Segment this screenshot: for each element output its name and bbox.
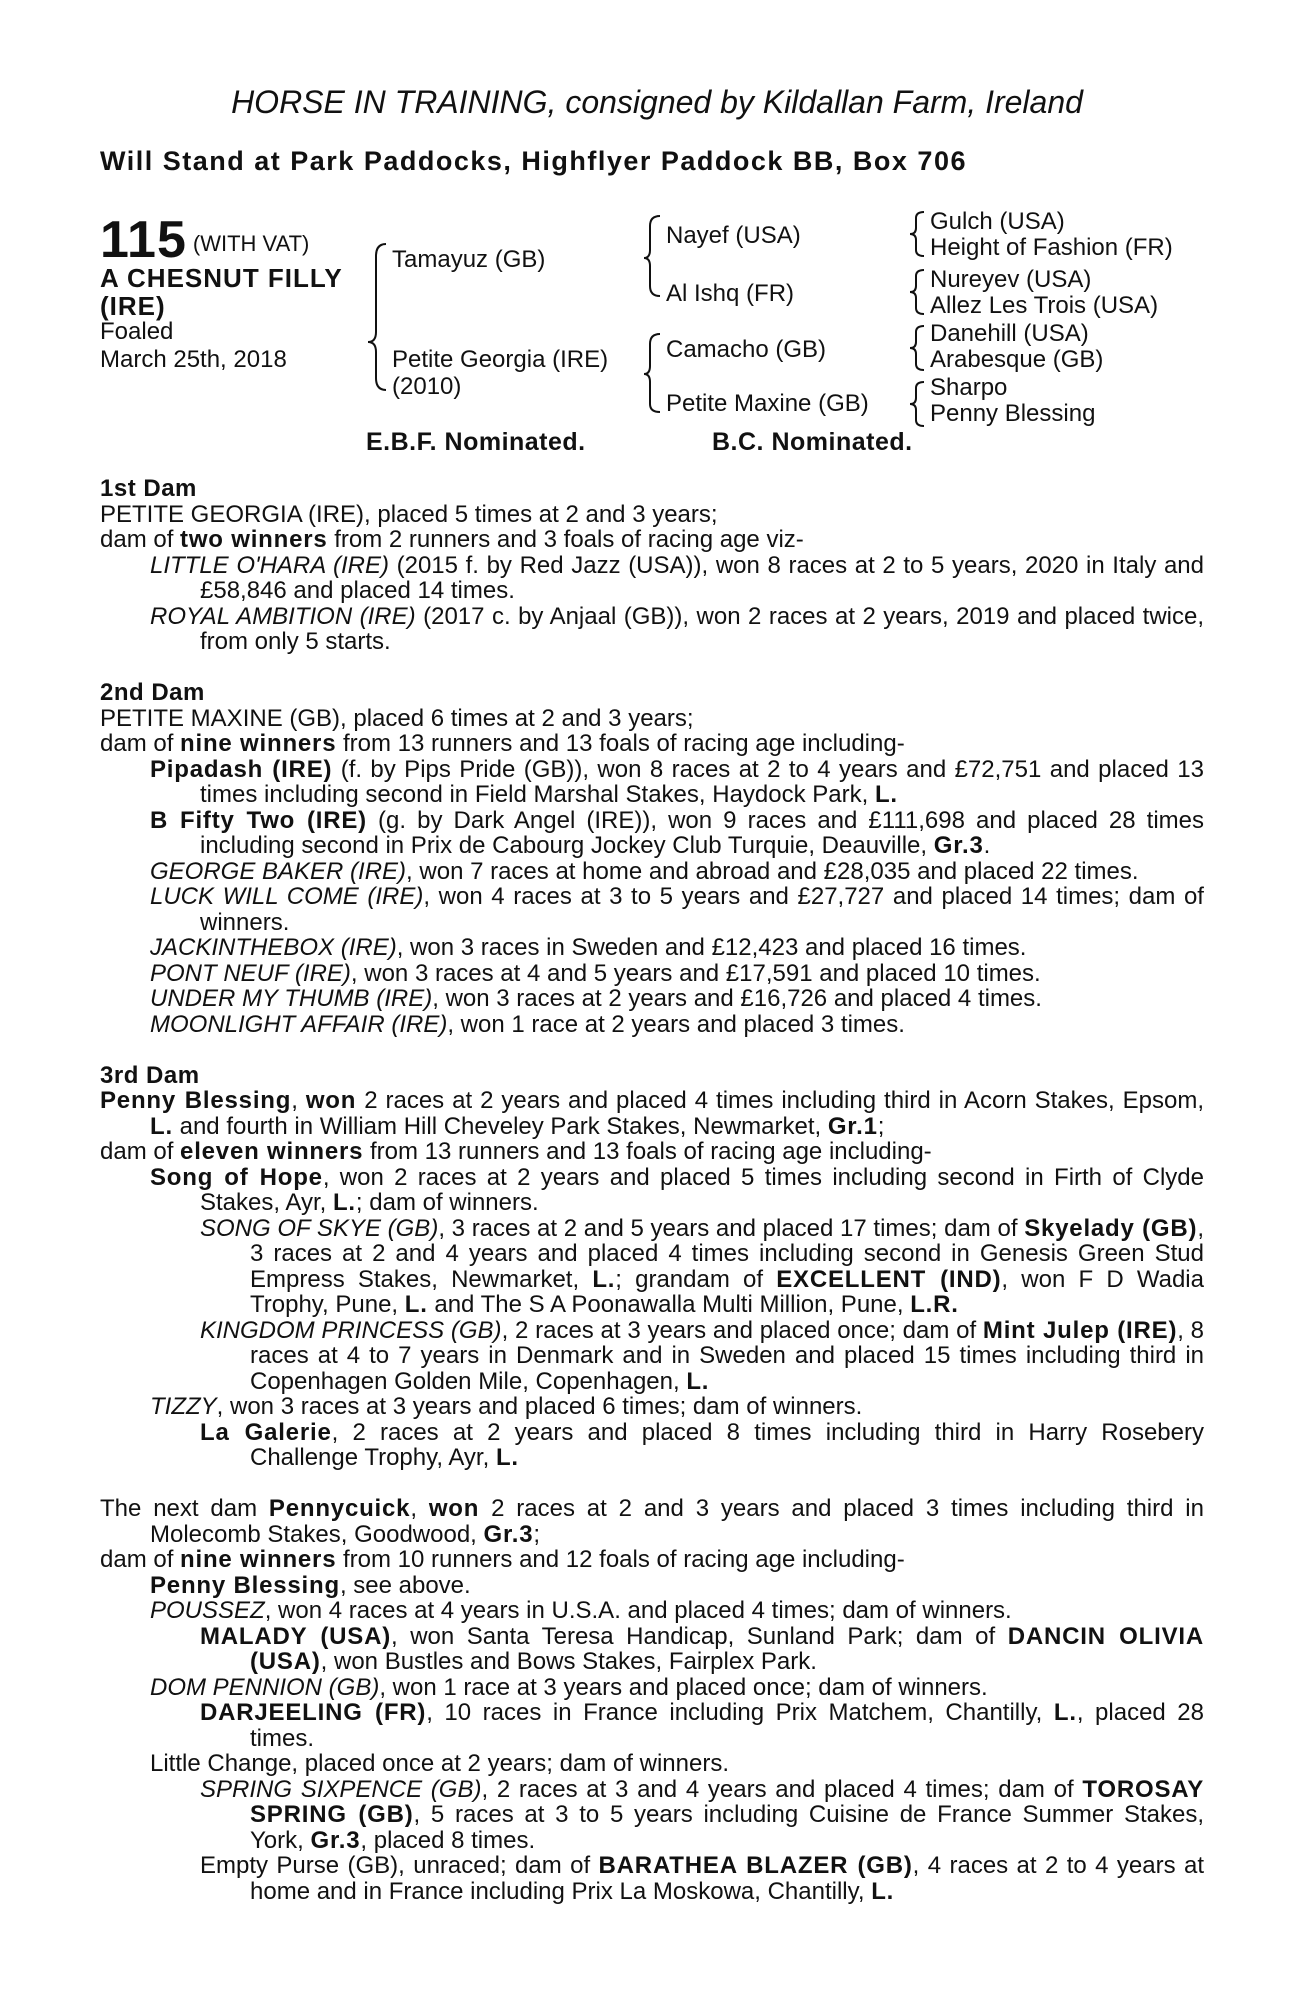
produce-entry: MALADY (USA), won Santa Teresa Handicap, Sunland Park; dam of DANCIN OLIVIA (USA), won Bustles and Bows Stakes, Fairplex Park. bbox=[200, 1622, 1204, 1675]
first-dam-section bbox=[100, 476, 1204, 655]
lot-description-line2: (IRE) bbox=[100, 291, 166, 321]
dam-produce-summary: dam of eleven winners from 13 runners and 13 foals of racing age including- bbox=[100, 1138, 932, 1165]
dam-name: Petite Georgia (IRE) bbox=[392, 346, 609, 373]
nayef-brace bbox=[910, 212, 924, 256]
produce-entry: TIZZY, won 3 races at 3 years and placed 6 times; dam of winners. bbox=[150, 1393, 863, 1420]
stabling-line: Will Stand at Park Paddocks, Highflyer Paddock BB, Box 706 bbox=[100, 146, 967, 176]
sd-sire: Nureyev (USA) bbox=[930, 266, 1092, 293]
produce-entry: ROYAL AMBITION (IRE) (2017 c. by Anjaal (GB)), won 2 races at 2 years, 2019 and placed twice, from only 5 starts. bbox=[150, 602, 1204, 655]
dam-sire: Camacho (GB) bbox=[666, 336, 827, 363]
sire-line-brace bbox=[644, 216, 660, 296]
foaled-date: March 25th, 2018 bbox=[100, 346, 287, 373]
camacho-brace bbox=[910, 326, 924, 370]
dd-dam: Penny Blessing bbox=[930, 400, 1096, 427]
produce-entry: La Galerie, 2 races at 2 years and placed 8 times including third in Harry Rosebery Challenge Trophy, Ayr, L. bbox=[200, 1418, 1204, 1471]
dam-produce-summary: dam of nine winners from 13 runners and 13 foals of racing age including- bbox=[100, 730, 905, 757]
dam-record: Penny Blessing, won 2 races at 2 years and placed 4 times including third in Acorn Stakes, Epsom, L. and fourth in William Hill Cheveley Park Stakes, Newmarket, Gr.1; bbox=[100, 1087, 1204, 1140]
bc-nomination: B.C. Nominated. bbox=[712, 428, 913, 456]
produce-entry: LITTLE O'HARA (IRE) (2015 f. by Red Jazz (USA)), won 8 races at 2 to 5 years, 2020 in Italy and £58,846 and placed 14 times. bbox=[150, 551, 1204, 604]
section-heading: 1st Dam bbox=[100, 475, 197, 502]
produce-entry: DOM PENNION (GB), won 1 race at 3 years and placed once; dam of winners. bbox=[150, 1673, 988, 1701]
section-heading: 3rd Dam bbox=[100, 1061, 200, 1089]
produce-entry: KINGDOM PRINCESS (GB), 2 races at 3 years and placed once; dam of Mint Julep (IRE), 8 races at 4 to 7 years in Denmark and in Sweden and placed 15 times including third in Copenhagen Golden Mile, Copenhagen, L. bbox=[200, 1316, 1205, 1395]
ss-sire: Gulch (USA) bbox=[930, 208, 1065, 235]
ds-dam: Arabesque (GB) bbox=[930, 346, 1104, 373]
produce-entry: DARJEELING (FR), 10 races in France including Prix Matchem, Chantilly, L., placed 28 times. bbox=[200, 1699, 1204, 1752]
produce-entry: LUCK WILL COME (IRE), won 4 races at 3 to 5 years and £27,727 and placed 14 times; dam of winners. bbox=[150, 883, 1204, 936]
produce-entry: JACKINTHEBOX (IRE), won 3 races in Sweden and £12,423 and placed 16 times. bbox=[150, 934, 1027, 961]
dam-produce-summary: dam of nine winners from 10 runners and 12 foals of racing age including- bbox=[100, 1546, 905, 1573]
produce-entry: SPRING SIXPENCE (GB), 2 races at 3 and 4 years and placed 4 times; dam of TOROSAY SPRING (GB), 5 races at 3 to 5 years including Cuisine de France Summer Stakes, York, Gr.3, placed 8 times. bbox=[200, 1775, 1204, 1854]
dd-sire: Sharpo bbox=[930, 374, 1008, 401]
sire-sire: Nayef (USA) bbox=[666, 222, 801, 249]
ebf-nomination: E.B.F. Nominated. bbox=[366, 428, 586, 456]
dam-record: PETITE GEORGIA (IRE), placed 5 times at 2 and 3 years; bbox=[100, 500, 718, 528]
produce-entry: Penny Blessing, see above. bbox=[150, 1571, 471, 1599]
foaled-label: Foaled bbox=[100, 318, 174, 345]
produce-entry: Empty Purse (GB), unraced; dam of BARATHEA BLAZER (GB), 4 races at 2 to 4 years at home and in France including Prix La Moskowa, Chantilly, L. bbox=[200, 1852, 1204, 1905]
catalogue-body bbox=[100, 476, 1204, 1930]
produce-entry: B Fifty Two (IRE) (g. by Dark Angel (IRE)), won 9 races and £111,698 and placed 28 times including second in Prix de Cabourg Jockey Club Turquie, Deauville, Gr.3. bbox=[150, 806, 1205, 859]
dam-record: PETITE MAXINE (GB), placed 6 times at 2 and 3 years; bbox=[100, 704, 694, 732]
vat-note: (WITH VAT) bbox=[192, 231, 310, 256]
dam-dam: Petite Maxine (GB) bbox=[666, 390, 869, 417]
ss-dam: Height of Fashion (FR) bbox=[930, 234, 1173, 261]
dam-year: (2010) bbox=[392, 373, 462, 400]
produce-entry: MOONLIGHT AFFAIR (IRE), won 1 race at 2 years and placed 3 times. bbox=[150, 1010, 905, 1038]
maxine-brace bbox=[910, 382, 924, 426]
pedigree-brackets bbox=[0, 0, 1314, 460]
lot-description-line1: A CHESNUT FILLY bbox=[100, 263, 343, 293]
second-dam-section bbox=[100, 680, 1204, 1037]
alishq-brace bbox=[910, 270, 924, 314]
section-heading: 2nd Dam bbox=[100, 679, 205, 706]
dam-record: The next dam Pennycuick, won 2 races at 2 and 3 years and placed 3 times including third in Molecomb Stakes, Goodwood, Gr.3; bbox=[100, 1495, 1204, 1548]
dam-line-brace bbox=[644, 334, 660, 412]
produce-entry: PONT NEUF (IRE), won 3 races at 4 and 5 years and £17,591 and placed 10 times. bbox=[150, 959, 1041, 987]
produce-entry: SONG OF SKYE (GB), 3 races at 2 and 5 years and placed 17 times; dam of Skyelady (GB), 3 races at 2 and 4 years and placed 4 times including second in Genesis Green Stud Empress Stakes, Newmarket, L.; grandam of EXCELLENT (IND), won F D Wadia Trophy, Pune, L. and The S A Poonawalla Multi Million, Pune, L.R. bbox=[200, 1214, 1204, 1318]
sire-dam: Al Ishq (FR) bbox=[666, 280, 795, 307]
ds-sire: Danehill (USA) bbox=[930, 320, 1089, 347]
lot-number: 115 bbox=[100, 211, 187, 269]
produce-entry: POUSSEZ, won 4 races at 4 years in U.S.A. and placed 4 times; dam of winners. bbox=[150, 1597, 1012, 1624]
next-dam-section bbox=[100, 1496, 1204, 1904]
produce-entry: UNDER MY THUMB (IRE), won 3 races at 2 years and £16,726 and placed 4 times. bbox=[150, 985, 1042, 1012]
produce-entry: Song of Hope, won 2 races at 2 years and placed 5 times including second in Firth of Clyde Stakes, Ayr, L.; dam of winners. bbox=[150, 1163, 1205, 1216]
produce-entry: Little Change, placed once at 2 years; dam of winners. bbox=[150, 1750, 729, 1777]
produce-entry: Pipadash (IRE) (f. by Pips Pride (GB)), won 8 races at 2 to 4 years and £72,751 and placed 13 times including second in Field Marshal Stakes, Haydock Park, L. bbox=[150, 755, 1204, 808]
third-dam-section bbox=[100, 1063, 1204, 1471]
sd-dam: Allez Les Trois (USA) bbox=[930, 292, 1159, 319]
produce-entry: GEORGE BAKER (IRE), won 7 races at home and abroad and £28,035 and placed 22 times. bbox=[150, 857, 1139, 885]
sire-dam-brace bbox=[368, 244, 386, 390]
consignor-line: HORSE IN TRAINING, consigned by Kildallan Farm, Ireland bbox=[231, 84, 1083, 120]
dam-produce-summary: dam of two winners from 2 runners and 3 foals of racing age viz- bbox=[100, 526, 804, 553]
sire-name: Tamayuz (GB) bbox=[392, 246, 546, 273]
